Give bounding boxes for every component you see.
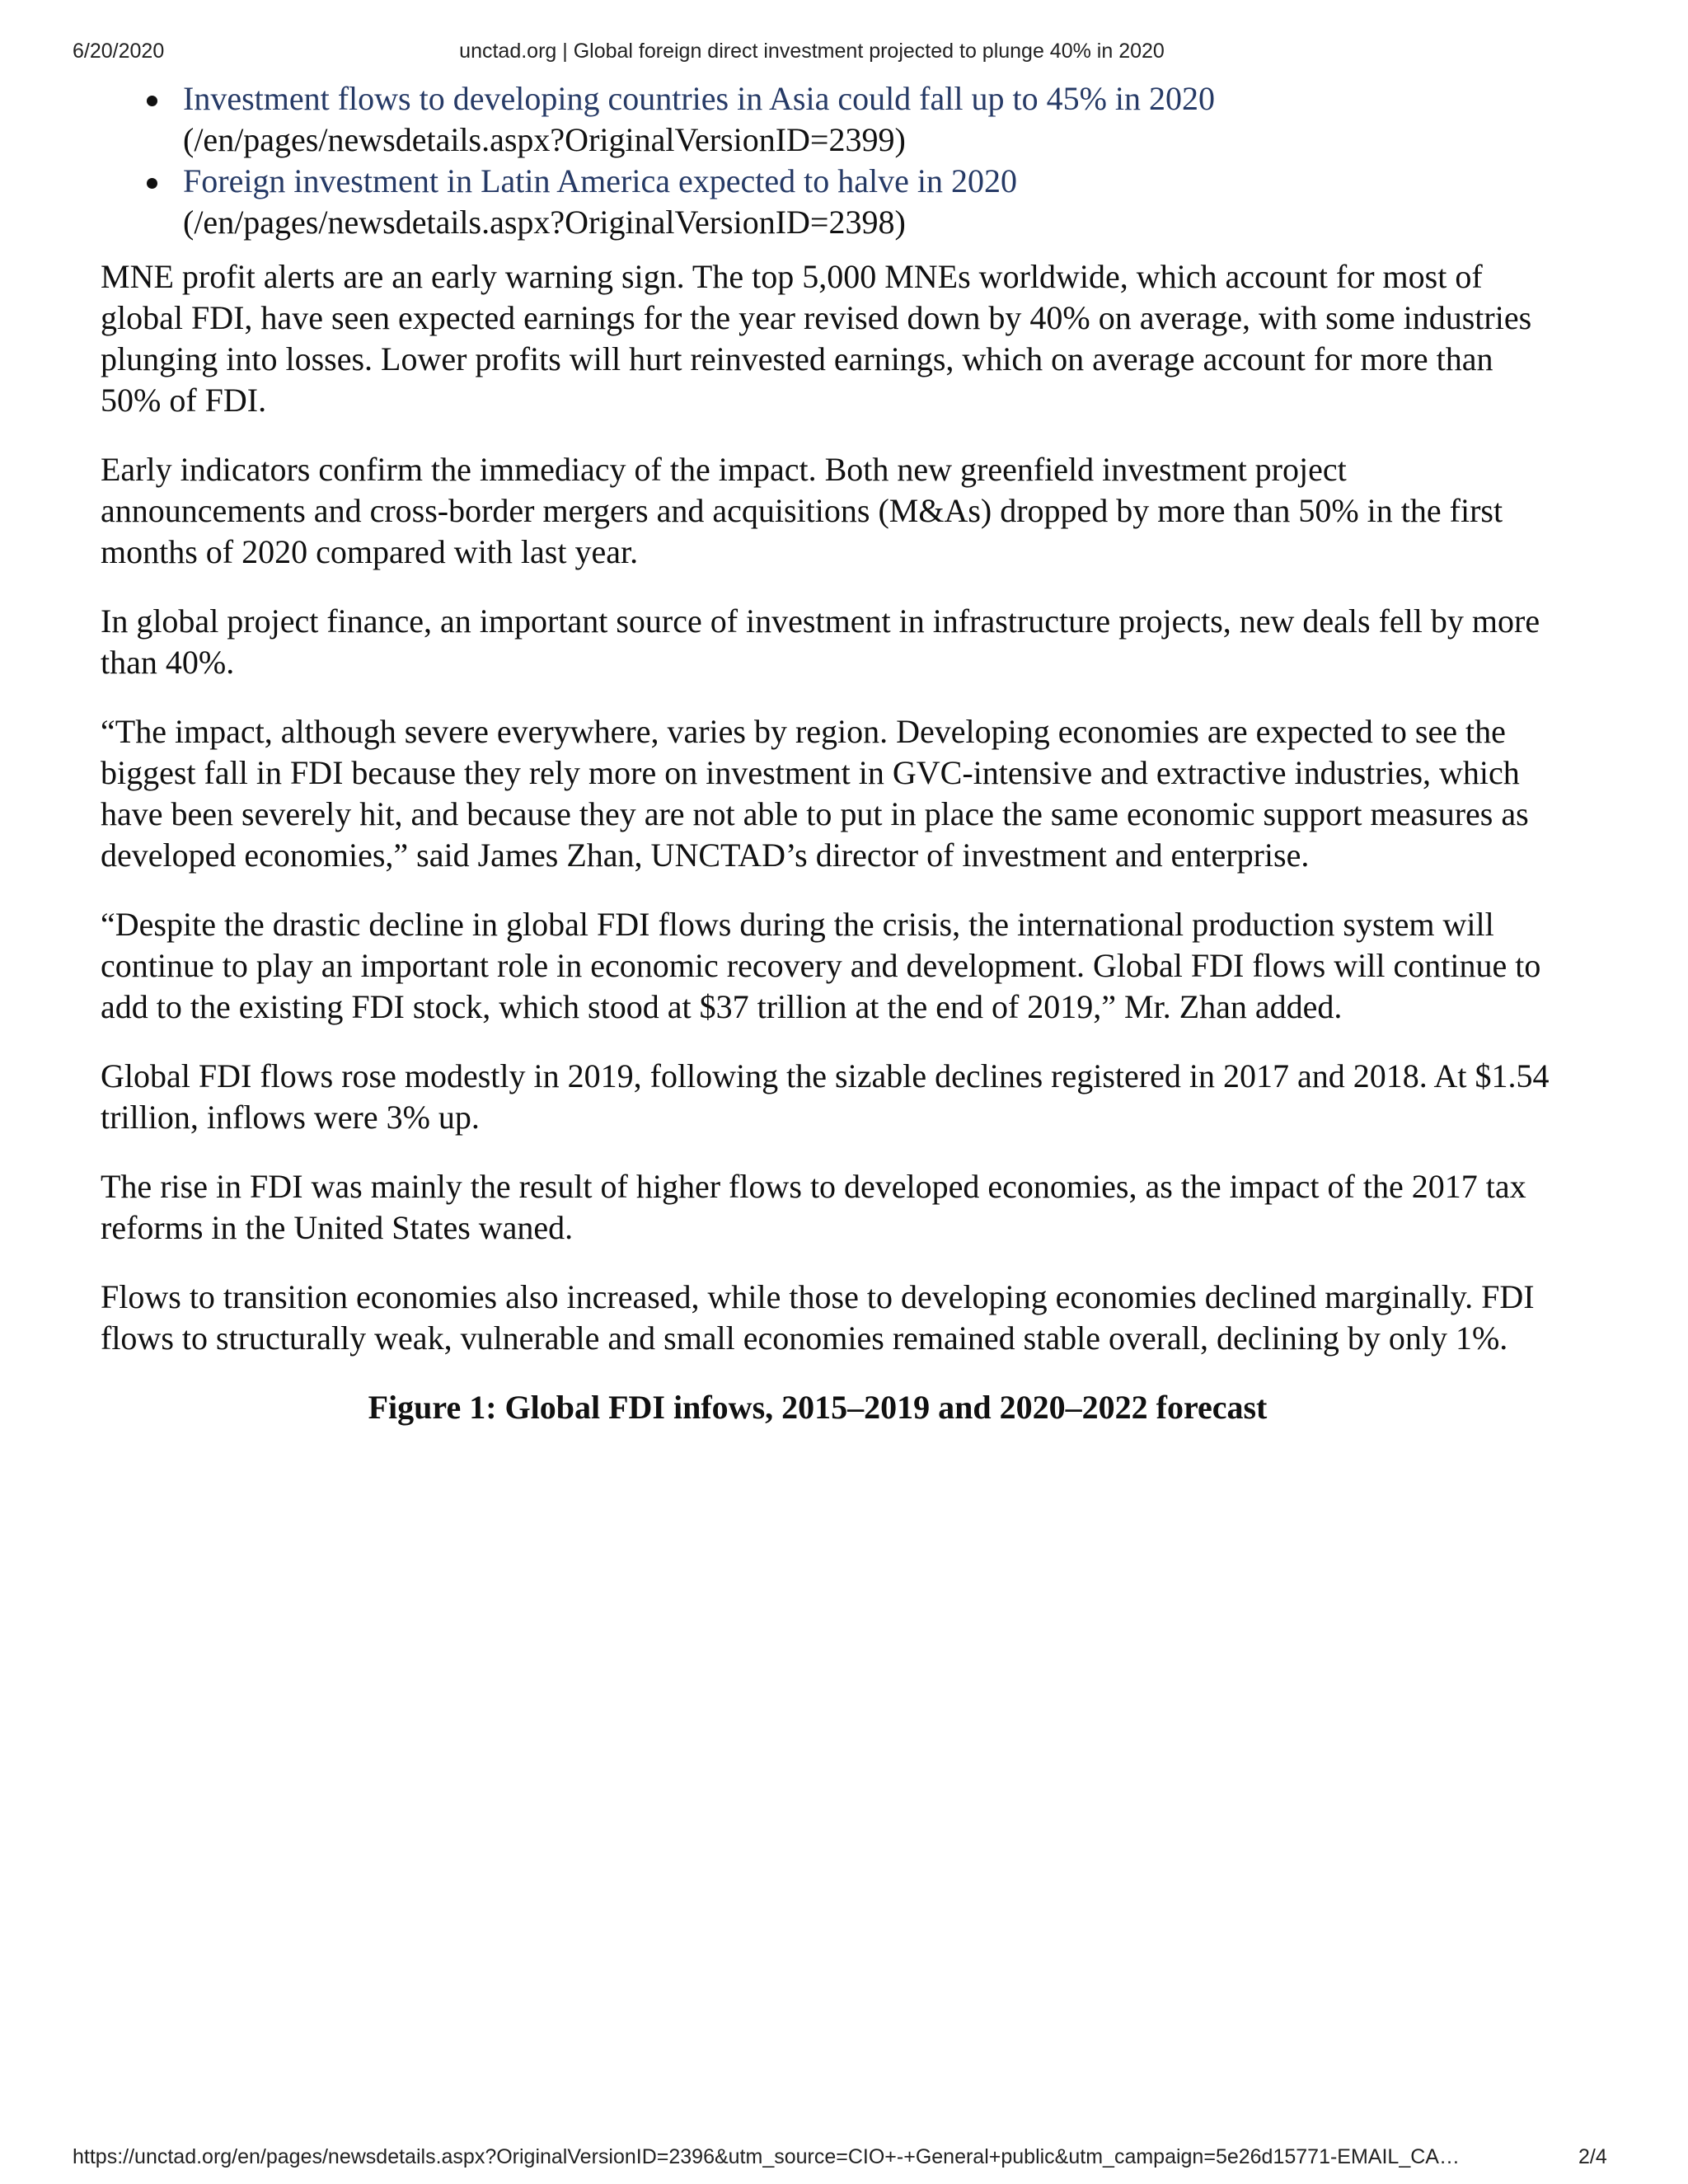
article-body [101,78,1551,1428]
page-number: 2/4 [1578,2145,1607,2168]
print-header [0,40,1688,68]
paragraph: “The impact, although severe everywhere, varies by region. Developing economies are expected to see the biggest fall in FDI because they rely more on investment in GVC-intensive and extractive industries, which have been severely hit, and because they are not able to put in place the same economic support measures as developed economies,” said James Zhan, UNCTAD’s director of investment and enterprise. [101,713,1529,874]
list-item [183,78,1551,161]
list-item [183,161,1551,243]
figure-title: Figure 1: Global FDI infows, 2015–2019 and 2020–2022 forecast [368,1389,1268,1426]
paragraph: Global FDI flows rose modestly in 2019, following the sizable declines registered in 2017 and 2018. At $1.54 trillion, inflows were 3% up. [101,1057,1550,1136]
related-link-url: (/en/pages/newsdetails.aspx?OriginalVersionID=2398) [183,204,906,241]
print-page-title: unctad.org | Global foreign direct investment projected to plunge 40% in 2020 [459,40,1165,63]
paragraph: “Despite the drastic decline in global FDI flows during the crisis, the international production system will continue to play an important role in economic recovery and development. Global FDI flows will continue to add to the existing FDI stock, which stood at $37 trillion at the end of 2019,” Mr. Zhan added. [101,906,1541,1025]
related-link-asia[interactable]: Investment flows to developing countries in Asia could fall up to 45% in 2020 [183,80,1216,117]
related-link-url: (/en/pages/newsdetails.aspx?OriginalVersionID=2399) [183,121,906,158]
bullet-icon [147,96,157,106]
print-url: https://unctad.org/en/pages/newsdetails.aspx?OriginalVersionID=2396&utm_source=CIO+-+General+public&utm_campaign=5e26d15771-EMAIL_CA… [73,2145,1460,2168]
paragraph: Flows to transition economies also increased, while those to developing economies declined marginally. FDI flows to structurally weak, vulnerable and small economies remained stable overall, declining by only 1%. [101,1278,1535,1357]
print-date: 6/20/2020 [73,40,165,63]
paragraph: MNE profit alerts are an early warning sign. The top 5,000 MNEs worldwide, which account for most of global FDI, have seen expected earnings for the year revised down by 40% on average, with some industries plunging into losses. Lower profits will hurt reinvested earnings, which on average account for more than 50% of FDI. [101,258,1532,419]
paragraph: The rise in FDI was mainly the result of higher flows to developed economies, as the impact of the 2017 tax reforms in the United States waned. [101,1168,1526,1246]
paragraph: In global project finance, an important source of investment in infrastructure projects, new deals fell by more than 40%. [101,602,1540,681]
print-footer [0,2145,1688,2173]
paragraph: Early indicators confirm the immediacy of the impact. Both new greenfield investment project announcements and cross-border mergers and acquisitions (M&As) dropped by more than 50% in the first months of 2020 compared with last year. [101,451,1503,570]
bullet-icon [147,178,157,189]
related-link-latin-america[interactable]: Foreign investment in Latin America expected to halve in 2020 [183,162,1017,199]
related-links-list [101,78,1551,243]
